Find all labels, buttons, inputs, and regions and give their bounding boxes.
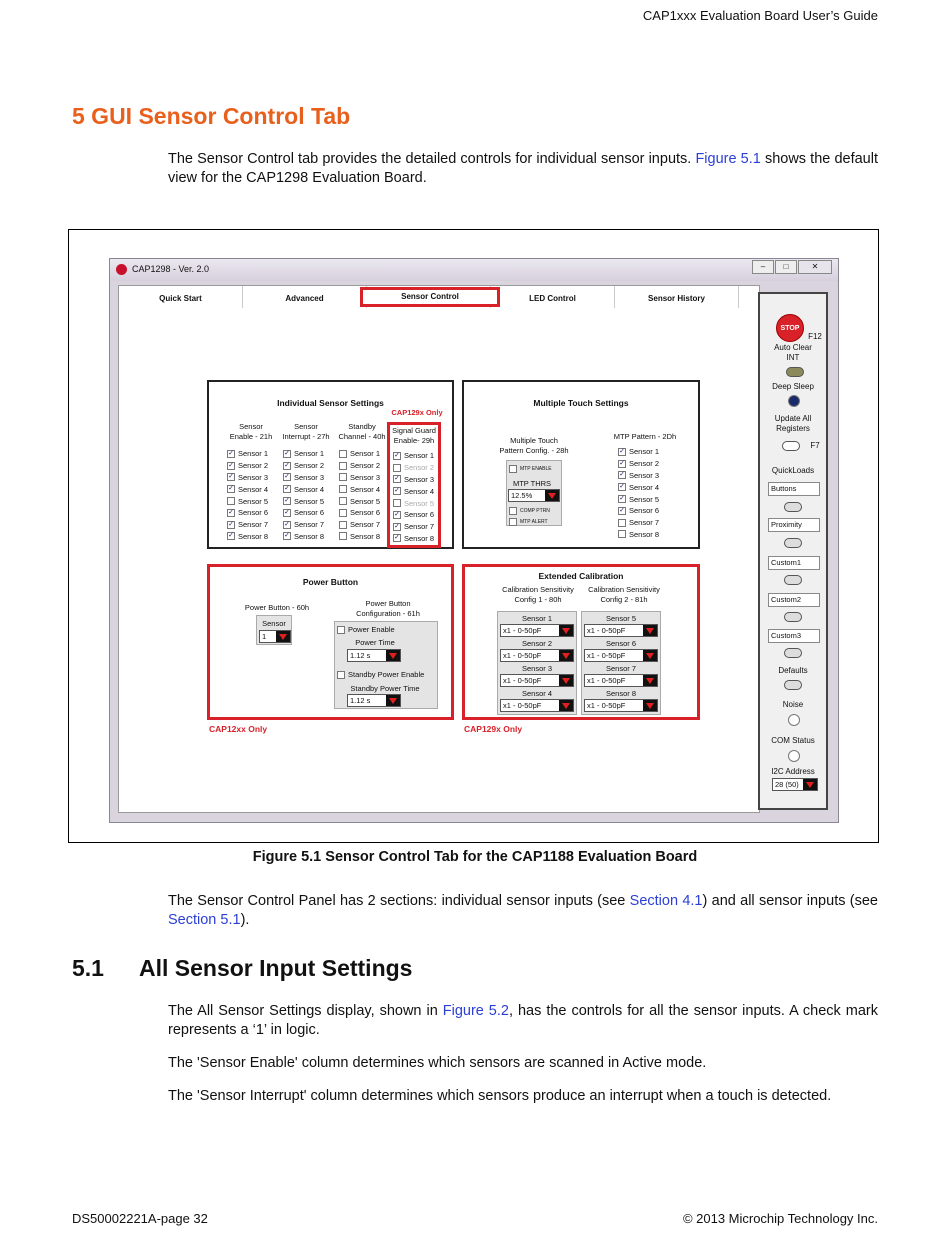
checkbox[interactable]: ✓ xyxy=(619,483,625,491)
sensor-label: Sensor 7 xyxy=(404,522,435,532)
section-heading: 5 GUI Sensor Control Tab xyxy=(72,103,351,129)
sensor-checkbox-row[interactable] xyxy=(618,470,659,482)
power-button-title: Power Button xyxy=(302,577,359,587)
sensor-enable-paragraph: The 'Sensor Enable' column determines which sensors are scanned in Active mode. xyxy=(168,1055,707,1071)
sensor-checkbox-row[interactable] xyxy=(283,448,324,460)
dropdown-arrow-icon[interactable] xyxy=(559,625,573,636)
calibration-dropdown[interactable] xyxy=(500,624,574,637)
preset-custom1[interactable]: Custom1 xyxy=(768,556,820,570)
sensor-checkbox-row[interactable] xyxy=(283,495,324,507)
sensor-checkbox-row[interactable] xyxy=(393,485,434,497)
sensor-label: Sensor 6 xyxy=(629,506,660,516)
defaults-button[interactable] xyxy=(784,680,802,690)
dropdown-arrow-icon[interactable] xyxy=(643,625,657,636)
sensor-label: Sensor 5 xyxy=(629,494,660,504)
auto-clear-toggle[interactable] xyxy=(786,367,804,377)
figure-caption: Figure 5.1 Sensor Control Tab for the CAP1188 Evaluation Board xyxy=(252,849,698,865)
dropdown-arrow-icon[interactable] xyxy=(643,650,657,661)
all-sensor-text-a: The All Sensor Settings display, shown in xyxy=(168,1003,443,1019)
checkbox[interactable] xyxy=(339,521,347,529)
checkbox[interactable] xyxy=(618,519,626,527)
dropdown-arrow-icon[interactable] xyxy=(559,650,573,661)
checkbox[interactable] xyxy=(339,497,347,505)
sensor-label: Sensor 7 xyxy=(350,520,381,530)
dropdown-arrow-icon[interactable] xyxy=(559,700,573,711)
sensor-label: Sensor 1 xyxy=(404,451,435,461)
standby-channel-header: Standby Channel - 40h xyxy=(338,422,386,441)
section-4-1-link[interactable]: Section 4.1 xyxy=(629,893,703,909)
checkbox[interactable]: ✓ xyxy=(284,473,290,481)
calibration-value: x1 - 0-50pF xyxy=(587,651,626,660)
figure-5-2-link[interactable]: Figure 5.2 xyxy=(442,1003,509,1019)
preset-proximity[interactable]: Proximity xyxy=(768,518,820,532)
cap129x-only-label: CAP129x Only xyxy=(391,408,443,417)
mtp-thrs-label: MTP THRS xyxy=(512,479,552,488)
panel-text-b: ) and all sensor inputs (see xyxy=(702,893,878,909)
sensor-checkbox-row[interactable] xyxy=(227,460,268,472)
all-sensor-text-b: , has the controls for all the sensor inputs. A check mark represents a ‘1’ in logic. xyxy=(168,1003,878,1038)
intro-text-b: shows the default view for the CAP1298 Evaluation Board. xyxy=(168,151,878,186)
checkbox[interactable] xyxy=(339,473,347,481)
sensor-label: Sensor 7 xyxy=(238,520,269,530)
dropdown-arrow-icon[interactable] xyxy=(386,650,400,661)
pb-config-box xyxy=(334,621,438,709)
checkbox[interactable]: ✓ xyxy=(619,506,625,514)
signal-guard-column xyxy=(393,450,434,544)
multiple-touch-title: Multiple Touch Settings xyxy=(533,398,629,408)
sensor-checkbox-row[interactable] xyxy=(339,519,380,531)
footer-copyright: © 2013 Microchip Technology Inc. xyxy=(682,1211,878,1226)
sensor-checkbox-row[interactable] xyxy=(283,507,324,519)
multiple-touch-panel xyxy=(462,380,700,549)
calibration-right-box xyxy=(581,611,661,715)
mtp-alert-label: MTP ALERT xyxy=(520,518,548,525)
standby-time-value: 1.12 s xyxy=(350,696,371,705)
sensor-label: Sensor 8 xyxy=(294,531,325,541)
panel-text-c: ). xyxy=(240,912,250,928)
calibration-dropdown[interactable] xyxy=(500,699,574,712)
checkbox[interactable]: ✓ xyxy=(394,510,400,518)
sensor-checkbox-row[interactable] xyxy=(227,519,268,531)
standby-enable-label: Standby Power Enable xyxy=(348,670,425,680)
power-time-value: 1.12 s xyxy=(350,651,371,660)
checkbox[interactable]: ✓ xyxy=(394,534,400,542)
config1-label: Calibration Sensitivity Config 1 - 80h xyxy=(502,585,574,604)
sensor-checkbox-row[interactable] xyxy=(393,497,434,509)
checkbox[interactable]: ✓ xyxy=(284,461,290,469)
panel-text-a: The Sensor Control Panel has 2 sections: individual sensor inputs (see xyxy=(168,893,630,909)
calibration-sensor-label: Sensor 7 xyxy=(605,664,637,673)
calibration-value: x1 - 0-50pF xyxy=(503,651,542,660)
maximize-button[interactable]: □ xyxy=(775,260,797,274)
pb-sensor-box xyxy=(256,615,292,645)
checkbox[interactable]: ✓ xyxy=(284,508,290,516)
mtp-pattern-label: MTP Pattern - 2Dh xyxy=(613,432,677,441)
mtp-thrs-value: 12.5% xyxy=(511,491,533,500)
calibration-title: Extended Calibration xyxy=(538,571,624,581)
sensor-label: Sensor 5 xyxy=(294,496,325,506)
sensor-enable-header: Sensor Enable - 21h xyxy=(229,422,273,441)
sensor-label: Sensor 2 xyxy=(350,461,381,471)
calibration-value: x1 - 0-50pF xyxy=(503,626,542,635)
power-enable-row[interactable] xyxy=(337,624,395,636)
sensor-label: Sensor 1 xyxy=(350,449,381,459)
sensor-label: Sensor 3 xyxy=(238,472,269,482)
sensor-label: Sensor 3 xyxy=(629,470,660,480)
intro-text-a: The Sensor Control tab provides the detailed controls for individual sensor inputs. xyxy=(168,151,696,167)
checkbox[interactable] xyxy=(339,485,347,493)
deep-sleep-led[interactable] xyxy=(788,395,800,407)
sensor-checkbox-row[interactable] xyxy=(393,450,434,462)
checkbox[interactable]: ✓ xyxy=(228,473,234,481)
subsection-title: All Sensor Input Settings xyxy=(139,955,413,981)
individual-sensor-panel xyxy=(207,380,454,549)
mtp-thrs-dropdown[interactable] xyxy=(508,489,560,502)
pb-config-label: Power Button Configuration - 61h xyxy=(356,599,420,618)
checkbox[interactable]: ✓ xyxy=(394,522,400,530)
dropdown-arrow-icon[interactable] xyxy=(545,490,559,501)
calibration-sensor-label: Sensor 1 xyxy=(521,614,553,623)
dropdown-arrow-icon[interactable] xyxy=(643,700,657,711)
sensor-checkbox-row[interactable] xyxy=(339,483,380,495)
i2c-address-label: I2C Address xyxy=(771,767,815,776)
f7-shortcut-label: F7 xyxy=(810,441,820,450)
subsection-heading xyxy=(72,955,412,982)
calibration-value: x1 - 0-50pF xyxy=(503,701,542,710)
checkbox[interactable]: ✓ xyxy=(394,487,400,495)
sensor-checkbox-row[interactable] xyxy=(283,531,324,543)
tab-led-control[interactable]: LED Control xyxy=(491,286,615,308)
mtp-enable-label: MTP ENABLE xyxy=(520,465,552,472)
sensor-checkbox-row[interactable] xyxy=(227,448,268,460)
microchip-logo-icon xyxy=(116,264,127,275)
sensor-enable-column xyxy=(227,448,268,542)
sensor-label: Sensor 2 xyxy=(629,459,660,469)
power-enable-checkbox[interactable] xyxy=(337,626,345,634)
i2c-address-value: 28 (50) xyxy=(775,780,799,789)
sensor-checkbox-row[interactable] xyxy=(227,531,268,543)
calibration-dropdown[interactable] xyxy=(584,624,658,637)
mtp-config-box xyxy=(506,460,562,526)
preset-custom2-load[interactable] xyxy=(784,612,802,622)
sensor-checkbox-row[interactable] xyxy=(618,529,659,541)
sensor-interrupt-paragraph: The 'Sensor Interrupt' column determines which sensors produce an interrupt when a touch is detected. xyxy=(168,1088,832,1104)
sensor-label: Sensor 2 xyxy=(404,463,435,473)
sensor-label: Sensor 3 xyxy=(404,474,435,484)
calibration-value: x1 - 0-50pF xyxy=(503,676,542,685)
com-status-label: COM Status xyxy=(771,736,815,745)
gui-window xyxy=(109,258,839,823)
checkbox[interactable]: ✓ xyxy=(619,447,625,455)
individual-panel-title: Individual Sensor Settings xyxy=(277,398,384,408)
sensor-checkbox-row[interactable] xyxy=(227,483,268,495)
config2-label: Calibration Sensitivity Config 2 - 81h xyxy=(588,585,660,604)
sensor-label: Sensor 5 xyxy=(350,496,381,506)
sensor-checkbox-row[interactable] xyxy=(339,448,380,460)
calibration-sensor-label: Sensor 4 xyxy=(521,689,553,698)
sensor-label: Sensor 5 xyxy=(404,498,435,508)
sensor-label: Sensor 1 xyxy=(294,449,325,459)
sensor-label: Sensor 6 xyxy=(404,510,435,520)
dropdown-arrow-icon[interactable] xyxy=(559,675,573,686)
standby-enable-row[interactable] xyxy=(337,669,424,681)
dropdown-arrow-icon[interactable] xyxy=(386,695,400,706)
comp-ptrn-checkbox[interactable] xyxy=(509,507,517,515)
footer-doc-number: DS50002221A-page 32 xyxy=(72,1211,208,1226)
preset-buttons-load[interactable] xyxy=(784,502,802,512)
checkbox[interactable] xyxy=(339,509,347,517)
sensor-label: Sensor 6 xyxy=(238,508,269,518)
preset-custom3-load[interactable] xyxy=(784,648,802,658)
noise-led xyxy=(788,714,800,726)
pb-sensor-dropdown[interactable] xyxy=(259,630,291,643)
calibration-sensor-label: Sensor 6 xyxy=(605,639,637,648)
defaults-label: Defaults xyxy=(778,666,808,675)
window-titlebar xyxy=(110,259,838,281)
checkbox[interactable]: ✓ xyxy=(394,451,400,459)
sensor-checkbox-row[interactable] xyxy=(393,474,434,486)
mtp-enable-row[interactable] xyxy=(509,463,552,475)
extended-calibration-panel xyxy=(462,564,700,720)
pb-sensor-value: 1 xyxy=(262,632,267,641)
calibration-sensor-label: Sensor 5 xyxy=(605,614,637,623)
all-sensor-paragraph xyxy=(168,1002,878,1040)
power-button-60h-label: Power Button - 60h xyxy=(244,603,310,612)
checkbox[interactable] xyxy=(393,499,401,507)
mtp-pattern-column xyxy=(618,446,659,540)
sensor-label: Sensor 4 xyxy=(350,484,381,494)
mtp-enable-checkbox[interactable] xyxy=(509,465,517,473)
sensor-checkbox-row[interactable] xyxy=(618,493,659,505)
sensor-label: Sensor 3 xyxy=(294,472,325,482)
checkbox[interactable]: ✓ xyxy=(284,497,290,505)
mtp-alert-row[interactable] xyxy=(509,516,548,528)
preset-buttons[interactable]: Buttons xyxy=(768,482,820,496)
preset-custom1-load[interactable] xyxy=(784,575,802,585)
sensor-label: Sensor 8 xyxy=(404,533,435,543)
f12-shortcut-label: F12 xyxy=(808,332,822,341)
update-all-registers-label: Update All Registers xyxy=(774,414,812,433)
calibration-dropdown[interactable] xyxy=(584,649,658,662)
power-enable-label: Power Enable xyxy=(348,625,395,635)
sensor-checkbox-row[interactable] xyxy=(227,507,268,519)
dropdown-arrow-icon[interactable] xyxy=(803,779,817,790)
calibration-sensor-label: Sensor 2 xyxy=(521,639,553,648)
sensor-checkbox-row[interactable] xyxy=(618,517,659,529)
checkbox[interactable] xyxy=(339,450,347,458)
sensor-label: Sensor 3 xyxy=(350,472,381,482)
i2c-address-dropdown[interactable] xyxy=(772,778,818,791)
stop-button[interactable]: STOP xyxy=(776,314,804,342)
com-status-led xyxy=(788,750,800,762)
sensor-label: Sensor 4 xyxy=(404,486,435,496)
sensor-checkbox-row[interactable] xyxy=(227,472,268,484)
side-control-panel xyxy=(758,292,828,810)
checkbox[interactable]: ✓ xyxy=(394,475,400,483)
sensor-checkbox-row[interactable] xyxy=(339,460,380,472)
quickloads-label: QuickLoads xyxy=(771,466,815,475)
close-button[interactable]: ✕ xyxy=(798,260,832,274)
sensor-checkbox-row[interactable] xyxy=(283,519,324,531)
checkbox[interactable]: ✓ xyxy=(284,520,290,528)
sensor-label: Sensor 8 xyxy=(238,531,269,541)
tab-sensor-control[interactable]: Sensor Control xyxy=(360,287,500,307)
calibration-sensor-label: Sensor 8 xyxy=(605,689,637,698)
tab-advanced[interactable]: Advanced xyxy=(243,286,367,308)
checkbox[interactable]: ✓ xyxy=(284,532,290,540)
figure-5-1-link[interactable]: Figure 5.1 xyxy=(695,151,761,167)
sensor-interrupt-header: Sensor Interrupt - 27h xyxy=(282,422,330,441)
sensor-interrupt-column xyxy=(283,448,324,542)
sensor-label: Sensor 2 xyxy=(294,461,325,471)
standby-time-label: Standby Power Time xyxy=(350,684,420,693)
sensor-checkbox-row[interactable] xyxy=(618,458,659,470)
calibration-left-box xyxy=(497,611,577,715)
signal-guard-header: Signal Guard Enable- 29h xyxy=(392,426,436,445)
checkbox[interactable]: ✓ xyxy=(228,520,234,528)
checkbox[interactable]: ✓ xyxy=(228,461,234,469)
section-5-1-link[interactable]: Section 5.1 xyxy=(168,912,241,928)
tab-content xyxy=(118,285,760,813)
sensor-label: Sensor 8 xyxy=(629,529,660,539)
sensor-label: Sensor 7 xyxy=(629,518,660,528)
sensor-checkbox-row[interactable] xyxy=(339,472,380,484)
panel-paragraph xyxy=(168,892,878,930)
checkbox[interactable] xyxy=(227,497,235,505)
checkbox[interactable]: ✓ xyxy=(619,495,625,503)
deep-sleep-label: Deep Sleep xyxy=(772,382,814,391)
page-header: CAP1xxx Evaluation Board User’s Guide xyxy=(642,8,878,23)
checkbox[interactable]: ✓ xyxy=(228,508,234,516)
calibration-dropdown[interactable] xyxy=(500,649,574,662)
calibration-value: x1 - 0-50pF xyxy=(587,701,626,710)
calibration-dropdown[interactable] xyxy=(584,674,658,687)
noise-label: Noise xyxy=(782,700,804,709)
calibration-dropdown[interactable] xyxy=(584,699,658,712)
checkbox[interactable]: ✓ xyxy=(228,485,234,493)
standby-channel-column xyxy=(339,448,380,542)
checkbox[interactable] xyxy=(618,530,626,538)
checkbox[interactable]: ✓ xyxy=(619,459,625,467)
tab-quick-start[interactable]: Quick Start xyxy=(119,286,243,308)
checkbox[interactable] xyxy=(339,532,347,540)
pattern-config-label: Multiple Touch Pattern Config. - 28h xyxy=(499,436,569,455)
checkbox[interactable]: ✓ xyxy=(228,532,234,540)
sensor-label: Sensor 1 xyxy=(629,447,660,457)
sensor-checkbox-row[interactable] xyxy=(618,481,659,493)
sensor-label: Sensor 8 xyxy=(350,531,381,541)
sensor-checkbox-row[interactable] xyxy=(393,533,434,545)
power-button-panel xyxy=(207,564,454,720)
mtp-alert-checkbox[interactable] xyxy=(509,518,517,526)
preset-custom3[interactable]: Custom3 xyxy=(768,629,820,643)
minimize-button[interactable]: – xyxy=(752,260,774,274)
cap12xx-only-label: CAP12xx Only xyxy=(209,724,268,734)
sensor-label: Sensor 2 xyxy=(238,461,269,471)
calibration-dropdown[interactable] xyxy=(500,674,574,687)
sensor-label: Sensor 7 xyxy=(294,520,325,530)
sensor-label: Sensor 1 xyxy=(238,449,269,459)
dropdown-arrow-icon[interactable] xyxy=(276,631,290,642)
sensor-label: Sensor 4 xyxy=(629,482,660,492)
dropdown-arrow-icon[interactable] xyxy=(643,675,657,686)
standby-enable-checkbox[interactable] xyxy=(337,671,345,679)
checkbox[interactable] xyxy=(339,462,347,470)
calibration-value: x1 - 0-50pF xyxy=(587,626,626,635)
sensor-checkbox-row[interactable] xyxy=(393,509,434,521)
sensor-checkbox-row[interactable] xyxy=(618,505,659,517)
sensor-label: Sensor 4 xyxy=(294,484,325,494)
preset-proximity-load[interactable] xyxy=(784,538,802,548)
checkbox[interactable]: ✓ xyxy=(284,485,290,493)
checkbox[interactable] xyxy=(393,464,401,472)
auto-clear-int-label: Auto Clear INT xyxy=(774,343,812,362)
power-time-dropdown[interactable] xyxy=(347,649,401,662)
sensor-checkbox-row[interactable] xyxy=(339,531,380,543)
pb-sensor-label: Sensor xyxy=(262,619,286,628)
checkbox[interactable]: ✓ xyxy=(228,449,234,457)
sensor-checkbox-row[interactable] xyxy=(283,472,324,484)
checkbox[interactable]: ✓ xyxy=(619,471,625,479)
intro-paragraph xyxy=(168,150,878,188)
sensor-checkbox-row[interactable] xyxy=(283,483,324,495)
sensor-label: Sensor 4 xyxy=(238,484,269,494)
tab-sensor-history[interactable]: Sensor History xyxy=(615,286,739,308)
sensor-checkbox-row[interactable] xyxy=(227,495,268,507)
preset-custom2[interactable]: Custom2 xyxy=(768,593,820,607)
sensor-label: Sensor 5 xyxy=(238,496,269,506)
subsection-number: 5.1 xyxy=(72,955,104,981)
sensor-checkbox-row[interactable] xyxy=(618,446,659,458)
sensor-checkbox-row[interactable] xyxy=(393,462,434,474)
comp-ptrn-label: COMP PTRN xyxy=(520,507,550,514)
sensor-checkbox-row[interactable] xyxy=(393,521,434,533)
sensor-label: Sensor 6 xyxy=(350,508,381,518)
window-controls xyxy=(751,260,832,274)
power-time-label: Power Time xyxy=(355,638,395,647)
cap129x-only-calibration-label: CAP129x Only xyxy=(464,724,523,734)
standby-time-dropdown[interactable] xyxy=(347,694,401,707)
checkbox[interactable]: ✓ xyxy=(284,449,290,457)
sensor-checkbox-row[interactable] xyxy=(339,495,380,507)
calibration-value: x1 - 0-50pF xyxy=(587,676,626,685)
calibration-sensor-label: Sensor 3 xyxy=(521,664,553,673)
window-title: CAP1298 - Ver. 2.0 xyxy=(132,264,210,274)
sensor-checkbox-row[interactable] xyxy=(283,460,324,472)
sensor-checkbox-row[interactable] xyxy=(339,507,380,519)
sensor-label: Sensor 6 xyxy=(294,508,325,518)
